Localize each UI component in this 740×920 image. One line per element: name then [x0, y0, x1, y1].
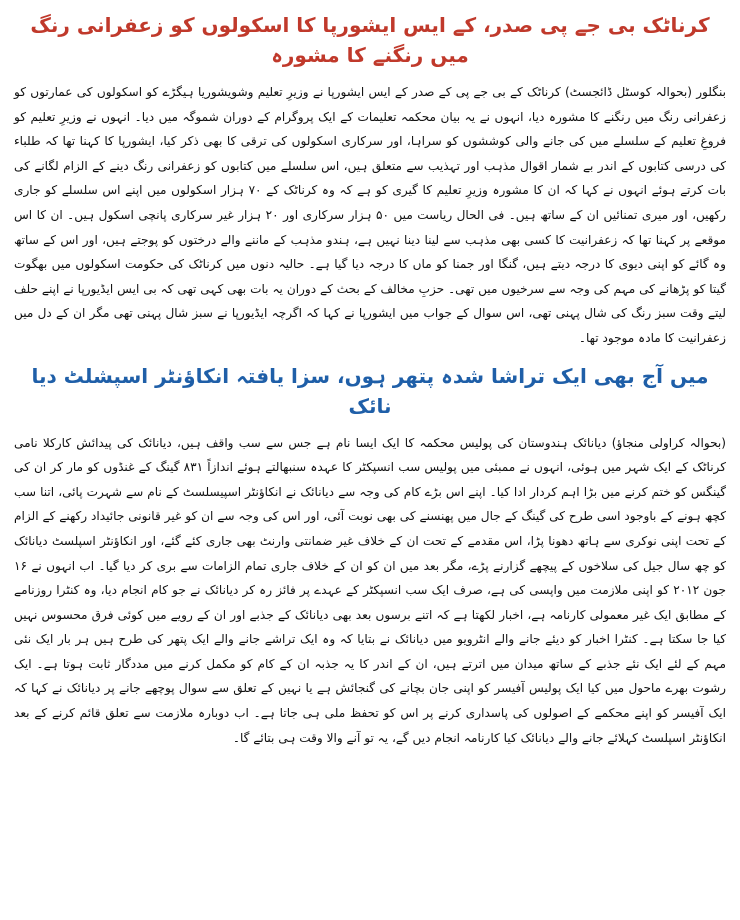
article-2-body: (بحوالہ کراولی منجاؤ) دیانائک ہندوستان کی پولیس محکمہ کا ایک ایسا نام ہے جس سے سب واقف ہیں، دیانائک کی پیدائش کارکلا نامی کرناٹک کے ایک شہر میں ہوئی، انہوں نے ممبئی میں پولیس سب انسپکٹر کا عہدہ سنبھالتے ہوئے اندازاً ۸۳۱ گینگ کے غنڈوں کو مار کر ان کی گینگس کو ختم کرنے میں بڑا اہم کردار ادا کیا۔ اپنے اس بڑے کام کی وجہ سے دیانائک نے انکاؤنٹر اسپیسلسٹ کے نام سے شہرت پائی، اتنا سب کچھ ہونے کے باوجود اسی طرح کی گینگ کے جال میں پھنسنے کی بھی نوبت آئی، اور اس کی وجہ سے ان کو غیر قانونی جائیداد رکھنے کے الزام کے تحت اپنی نوکری سے ہاتھ دھونا پڑا، اس مقدمے کے تحت ان کے خلاف غیر ضمانتی وارنٹ بھی جاری کئے گئے، اور انکاؤنٹر اسپلسٹ دیانائک کو چھ سال جیل کی سلاخوں کے پیچھے گزارنے پڑے، مگر بعد میں ان کو ان کے خلاف جاری تمام الزامات سے بری کر دیا گیا۔ اب انہوں نے ۱۶ جون ۲۰۱۲ کو اپنی ملازمت میں واپسی کی ہے، صرف ایک سب انسپکٹر کے عہدے پر فائز رہ کر دیانائک نے جو کام انجام دیا، وہ کنٹرا روزنامے کے مطابق ایک غیر معمولی کارنامہ ہے، اخبار لکھتا ہے کہ اتنے برسوں بعد بھی دیانائک کے جذبے اور ان کے رویے میں کوئی فرق محسوس نہیں کیا جا سکتا ہے۔ کنٹرا اخبار کو دیئے جانے والے انٹرویو میں دیانائک نے بتایا کہ وہ ایک تراشے جانے والے ایک پتھر کی طرح ہیں ہر بار ایک نئی مہم کے لئے ایک نئے جذبے کے ساتھ میدان میں اترتے ہیں، ان کے اندر کا یہ جذبہ ان کے کام کو مکمل کرنے میں مددگار ثابت ہوتا ہے۔ ایک رشوت بھرے ماحول میں کیا ایک پولیس آفیسر کو اپنی جان بچانے کی گنجائش ہے یا نہیں کے تعلق سے سوال پوچھے جانے پر دیانائک نے کہا کہ ایک آفیسر کو اپنے محکمے کے اصولوں کی پاسداری کرنے پر اس کو تحفظ ملی ہی جاتا ہے۔ اب دوبارہ ملازمت سے تعلق قائم کرنے کے بعد انکاؤنٹر اسپلسٹ کہلائے جانے والے دیانائک کیا کارنامہ انجام دیں گے، یہ تو آنے والا وقت ہی بتائے گا۔ [14, 435, 726, 745]
article-1-headline: کرناٹک بی جے پی صدر، کے ایس ایشورپا کا اسکولوں کو زعفرانی رنگ میں رنگنے کا مشورہ [30, 13, 710, 67]
article-1-body: بنگلور (بحوالہ کوسٹل ڈائجسٹ) کرناٹک کے بی جے پی کے صدر کے ایس ایشورپا نے وزیرِ تعلیم وشویشوریا ہیگڑے کو اسکولوں کی عمارتوں کو زعفرانی رنگ میں رنگنے کا مشورہ دیا، انہوں نے یہ بیان محکمہ تعلیمات کے ایک پروگرام کے دوران شموگہ میں دیا۔ انہوں نے وزیرِ تعلیم کو فروغِ تعلیم کے سلسلے میں کی جانے والی کوششوں کو سراہا، اور سرکاری اسکولوں کی ترقی کا بھی ذکر کیا، ایشورپا کا کہنا تھا کہ طلباء کی درسی کتابوں کے اندر بے شمار اقوال مذہب اور تہذیب سے متعلق ہیں، اس سلسلے میں کتابوں کو زعفرانی رنگ دینے کے الزام لگانے کی بات کرتے ہوئے انہوں نے کہا کہ ان کا مشورہ وزیرِ تعلیم کا گیری کو ہے کہ وہ کرناٹک کے ۷۰ ہزار اسکولوں میں اپنے اس سلسلے کو جاری رکھیں، اور میری تمنائیں ان کے ساتھ ہیں۔ فی الحال ریاست میں ۵۰ ہزار سرکاری اور ۲۰ ہزار غیر سرکاری پانچی اسکول ہیں۔ ان کا اس موقعے پر کہنا تھا کہ زعفرانیت کا کسی بھی مذہب سے لینا دینا نہیں ہے، ہندو مذہب کے ماننے والے درختوں کو پوجتے ہیں، اور اس کے ساتھ وہ گائے کو اپنی دیوی کا درجہ دیتے ہیں، گنگا اور جمنا کو ماں کا درجہ دیا گیا ہے۔ حالیہ دنوں میں کرناٹک کی حکومت اسکولوں میں بھگوت گیتا کو پڑھانے کی مہم کی وجہ سے سرخیوں میں تھی۔ حزبِ مخالف کے بحث کے دوران یہ بات بھی کہی تھی کہ بی ایس ایڈیورپا نے اپنے حلف لیتے وقت سبز رنگ کی شال پہنی تھی، اس سوال کے جواب میں ایشورپا نے کہا کہ اگرچہ ایڈیورپا نے سبز شال پہنی تھی مگر ان کے دل میں زعفرانیت کا مادہ موجود تھا۔ [14, 85, 727, 345]
article-2-headline: میں آج بھی ایک تراشا شدہ پتھر ہوں، سزا یافتہ انکاؤنٹر اسپشلٹ دیا نائک [31, 363, 709, 418]
